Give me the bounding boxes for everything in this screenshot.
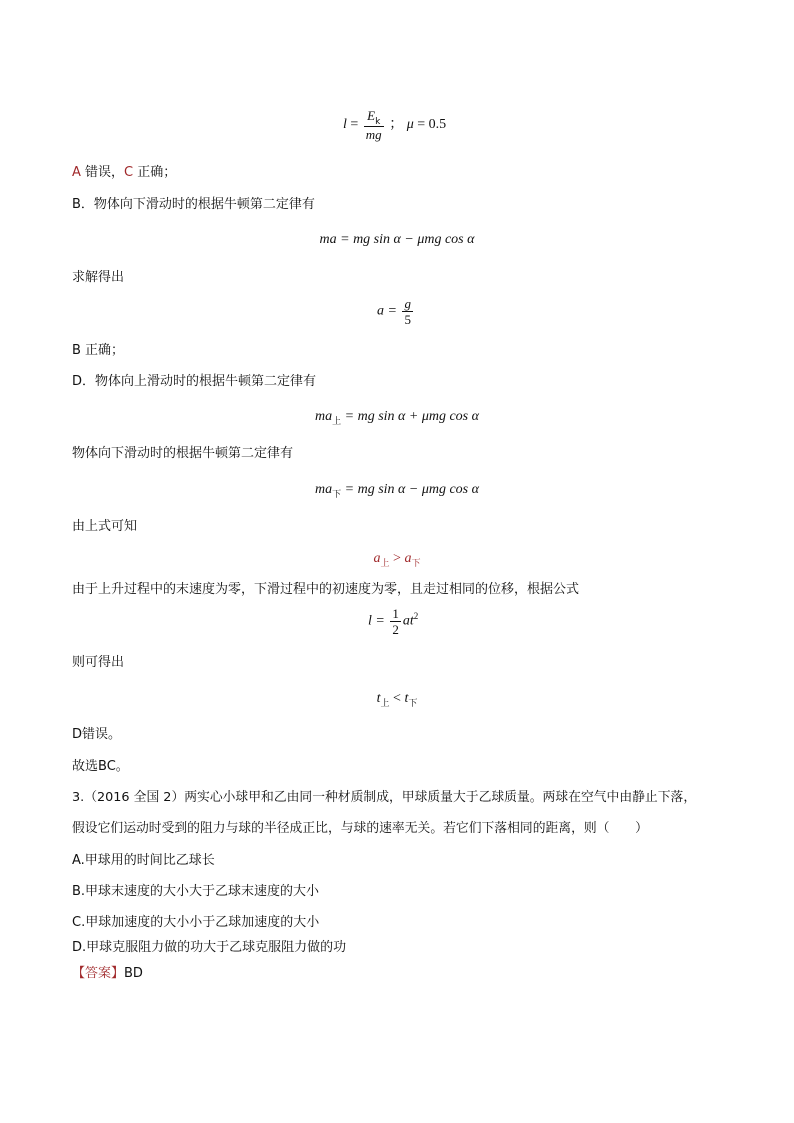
equation-a-g-over-5 [377,296,415,327]
equation-ma-down [0,231,794,249]
eq8-op: < [389,691,405,706]
a-wrong-text: 错误， [80,165,125,180]
option-a: A.甲球用的时间比乙球长 [72,853,215,868]
question-3-line-1: 3.（2016 全国 2）两实心小球甲和乙由同一种材质制成，甲球质量大于乙球质量。两球在空气中由静止下落， [72,790,697,805]
eq1-separator: ； [389,117,404,133]
eq7-denominator: 2 [392,622,399,637]
eq6-a2: a [404,551,412,566]
eq5-sub: 下 [332,490,342,500]
d-intro: D．物体向上滑动时的根据牛顿第二定律有 [72,374,317,389]
eq8-t1: t [376,691,381,706]
eq3-fraction [402,296,413,327]
line-a-wrong-c-correct [72,164,176,182]
eq1-fraction [364,108,384,142]
inequality-a-up-gt-a-down [0,550,794,569]
option-d: D.甲球克服阻力做的功大于乙球克服阻力做的功 [72,940,347,955]
equation-l-half-at2 [368,606,418,637]
eq4-rhs: = mg sin α + μmg cos α [341,409,479,424]
eq6-sub1: 上 [380,559,390,569]
option-a-ref: A [72,165,81,180]
c-correct-text: 正确； [133,165,177,180]
eq6-a1: a [373,551,381,566]
answer-label: 【答案】 [72,966,125,981]
b-intro: B．物体向下滑动时的根据牛顿第二定律有 [72,197,315,212]
eq8-sub2: 下 [408,699,418,709]
eq8-sub1: 上 [380,699,390,709]
eq1-mu-value: = 0.5 [417,117,447,133]
eq7-lhs: l = [368,613,385,629]
eq7-sup: 2 [413,610,419,621]
eq1-lhs: l [343,117,347,133]
question-3-line-2: 假设它们运动时受到的阻力与球的半径成正比，与球的速率无关。若它们下落相同的距离，则（ ） [72,821,648,836]
equation-ma-up [0,408,794,427]
eq5-ma: ma [315,482,333,497]
from-above: 由上式可知 [72,519,138,534]
inequality-t-up-lt-t-down [0,690,794,709]
eq6-op: > [389,551,405,566]
eq3-denominator: 5 [404,312,411,327]
b-correct: B 正确； [72,343,125,358]
choose-answer: 故选BC。 [72,759,129,774]
eq7-fraction [390,606,401,637]
eq1-num-sub: k [375,117,381,127]
eq4-ma: ma [315,409,333,424]
eq3-lhs: a = [377,303,397,319]
equation-l-ek-over-mg [343,108,446,142]
answer-line [72,965,143,983]
eq3-num: g [404,296,411,311]
d-wrong: D错误。 [72,727,122,742]
down-text: 物体向下滑动时的根据牛顿第二定律有 [72,446,294,461]
solve-text: 求解得出 [72,270,125,285]
eq7-numerator: 1 [392,606,399,621]
option-c: C.甲球加速度的大小小于乙球加速度的大小 [72,915,320,930]
eq3-numerator [402,296,413,311]
eq6-sub2: 下 [411,559,421,569]
eq1-den: mg [365,127,382,142]
option-c-ref: C [124,165,134,180]
answer-value: BD [124,966,143,981]
eq1-equals: = [350,117,359,133]
eq5-rhs: = mg sin α − μmg cos α [341,482,479,497]
eq2-text: ma = mg sin α − μmg cos α [319,232,475,247]
then-text: 则可得出 [72,655,125,670]
eq1-denominator [364,126,384,142]
eq8-t2: t [404,691,409,706]
eq1-numerator [364,108,384,126]
eq4-sub: 上 [332,417,342,427]
eq7-rhs: at [402,613,414,629]
equation-ma-down-2 [0,481,794,500]
eq1-num-e: E [367,108,376,123]
eq1-mu: μ [406,117,414,133]
option-b: B.甲球末速度的大小大于乙球末速度的大小 [72,884,320,899]
because-text: 由于上升过程中的末速度为零，下滑过程中的初速度为零，且走过相同的位移，根据公式 [72,582,580,597]
